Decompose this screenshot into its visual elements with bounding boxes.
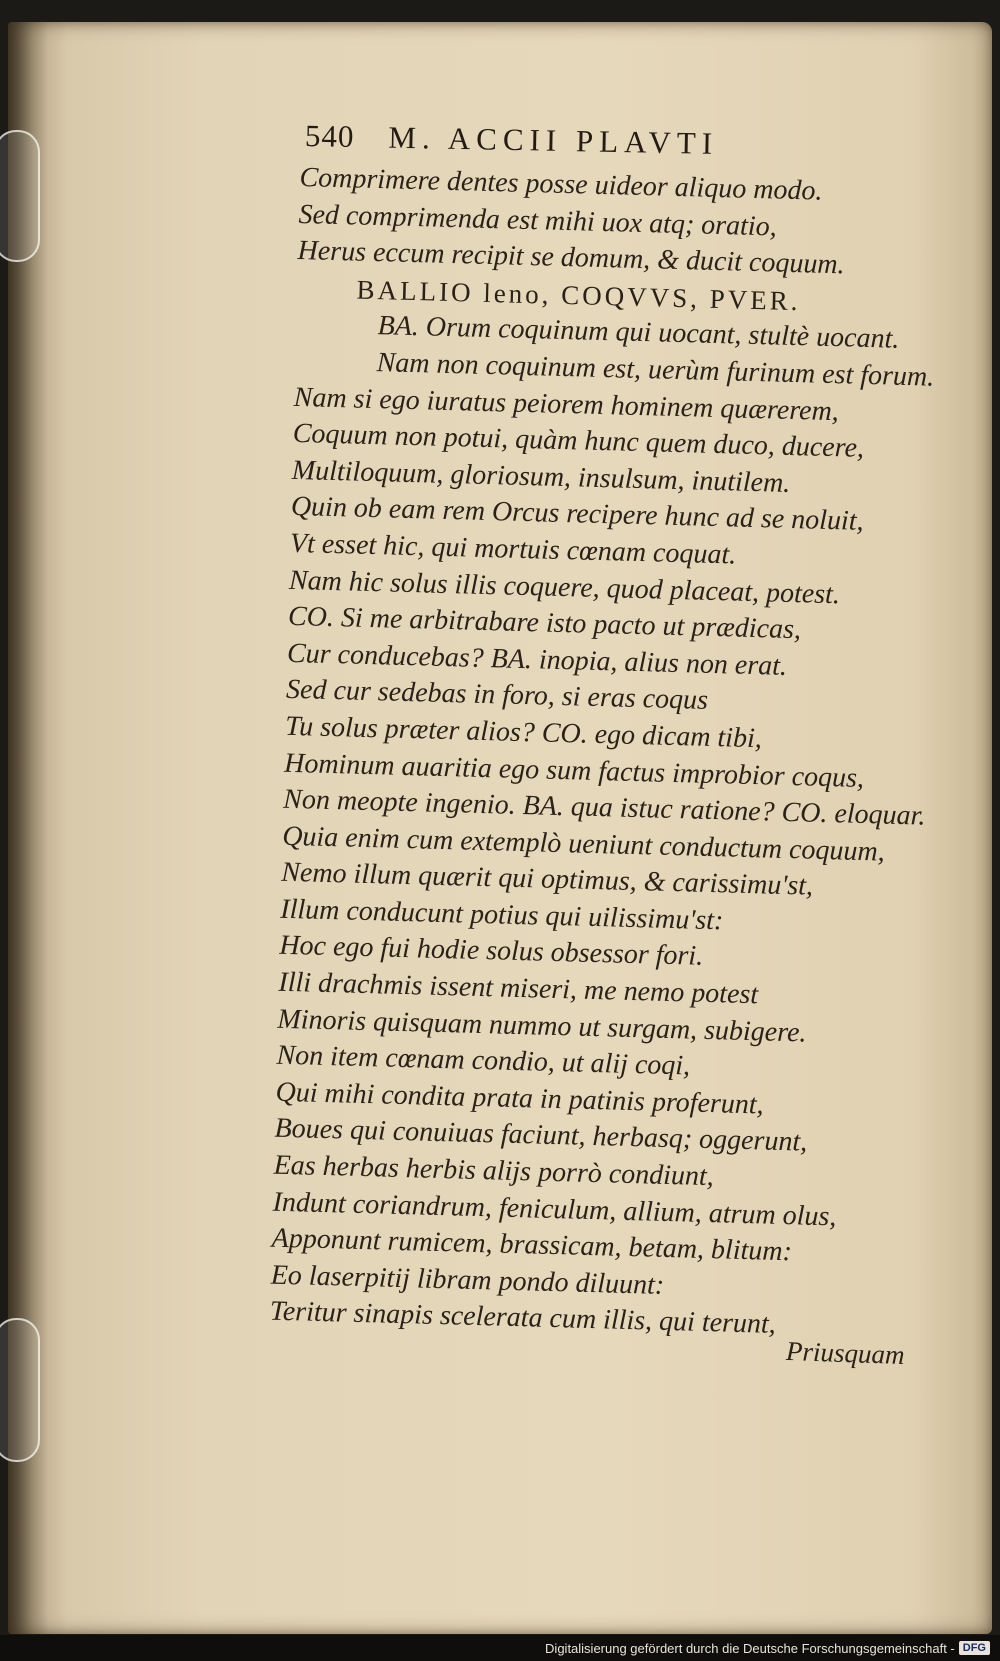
running-title: M. ACCII PLAVTI	[388, 119, 719, 161]
verse-line: Sed cur sedebas in foro, si eras coqus	[285, 674, 709, 717]
verse-line: Qui mihi condita prata in patinis proferunt,	[275, 1076, 765, 1121]
verse-line: Non meopte ingenio. BA. qua istuc ratione? CO. eloquar.	[282, 783, 926, 832]
verse-line: Coquum non potui, quàm hunc quem duco, ducere,	[292, 418, 865, 465]
verse-line: Nam non coquinum est, uerùm furinum est forum.	[376, 347, 935, 393]
verse-line: Illum conducunt potius qui uilissimu'st:	[279, 893, 724, 937]
verse-line: Teritur sinapis scelerata cum illis, qui terunt,	[269, 1296, 777, 1341]
verse-line: Apponunt rumicem, brassicam, betam, blitum:	[271, 1222, 793, 1268]
verse-line: Eas herbas herbis alijs porrò condiunt,	[273, 1149, 715, 1193]
verse-line: Nemo illum quærit qui optimus, & carissimu'st,	[280, 857, 814, 902]
scene-heading: BALLIO leno, COQVVS, PVER.	[356, 274, 801, 316]
dfg-logo: DFG	[959, 1641, 990, 1655]
verse-line: BA. Orum coquinum qui uocant, stultè uocant.	[377, 310, 900, 356]
verse-line: Quin ob eam rem Orcus recipere hunc ad se noluit,	[290, 491, 864, 538]
verse-line: Herus eccum recipit se domum, & ducit coquum.	[297, 235, 846, 281]
verse-line: Vt esset hic, qui mortuis cœnam coquat.	[289, 527, 737, 571]
verse-line: Minoris quisquam nummo ut surgam, subigere.	[277, 1003, 807, 1049]
verse-line: Cur conducebas? BA. inopia, alius non erat.	[286, 637, 788, 682]
verse-text	[269, 160, 959, 1348]
page-clip-bottom	[0, 1318, 40, 1462]
verse-line: Hominum auaritia ego sum factus improbior coqus,	[283, 747, 865, 794]
verse-line: Boues qui conuiuas faciunt, herbasq; oggerunt,	[274, 1113, 808, 1159]
verse-line: Nam si ego iuratus peiorem hominem quærerem,	[293, 381, 840, 427]
verse-line: Illi drachmis issent miseri, me nemo potest	[278, 966, 759, 1011]
digitization-footer	[0, 1635, 1000, 1661]
verse-line: Non item cœnam condio, ut alij coqi,	[276, 1039, 691, 1082]
verse-line: Indunt coriandrum, feniculum, allium, atrum olus,	[272, 1186, 837, 1233]
verse-line: Comprimere dentes posse uideor aliquo modo.	[299, 161, 823, 207]
verse-line: Eo laserpitij libram pondo diluunt:	[270, 1259, 665, 1301]
verse-line: Quia enim cum extemplò ueniunt conductum coquum,	[281, 820, 886, 868]
verse-line: Multiloquum, gloriosum, insulsum, inutilem.	[291, 454, 791, 499]
verse-line: Sed comprimenda est mihi uox atq; oratio,	[298, 198, 778, 243]
page-clip-top	[0, 130, 40, 262]
verse-line: Nam hic solus illis coquere, quod placeat, potest.	[288, 564, 841, 610]
footer-text: Digitalisierung gefördert durch die Deutsche Forschungsgemeinschaft -	[545, 1640, 955, 1656]
verse-line: Hoc ego fui hodie solus obsessor fori.	[279, 930, 704, 973]
page-number: 540	[304, 118, 355, 154]
catchword: Priusquam	[786, 1335, 906, 1371]
verse-line: CO. Si me arbitrabare isto pacto ut prædicas,	[287, 600, 802, 646]
verse-line: Tu solus præter alios? CO. ego dicam tibi,	[284, 710, 763, 755]
